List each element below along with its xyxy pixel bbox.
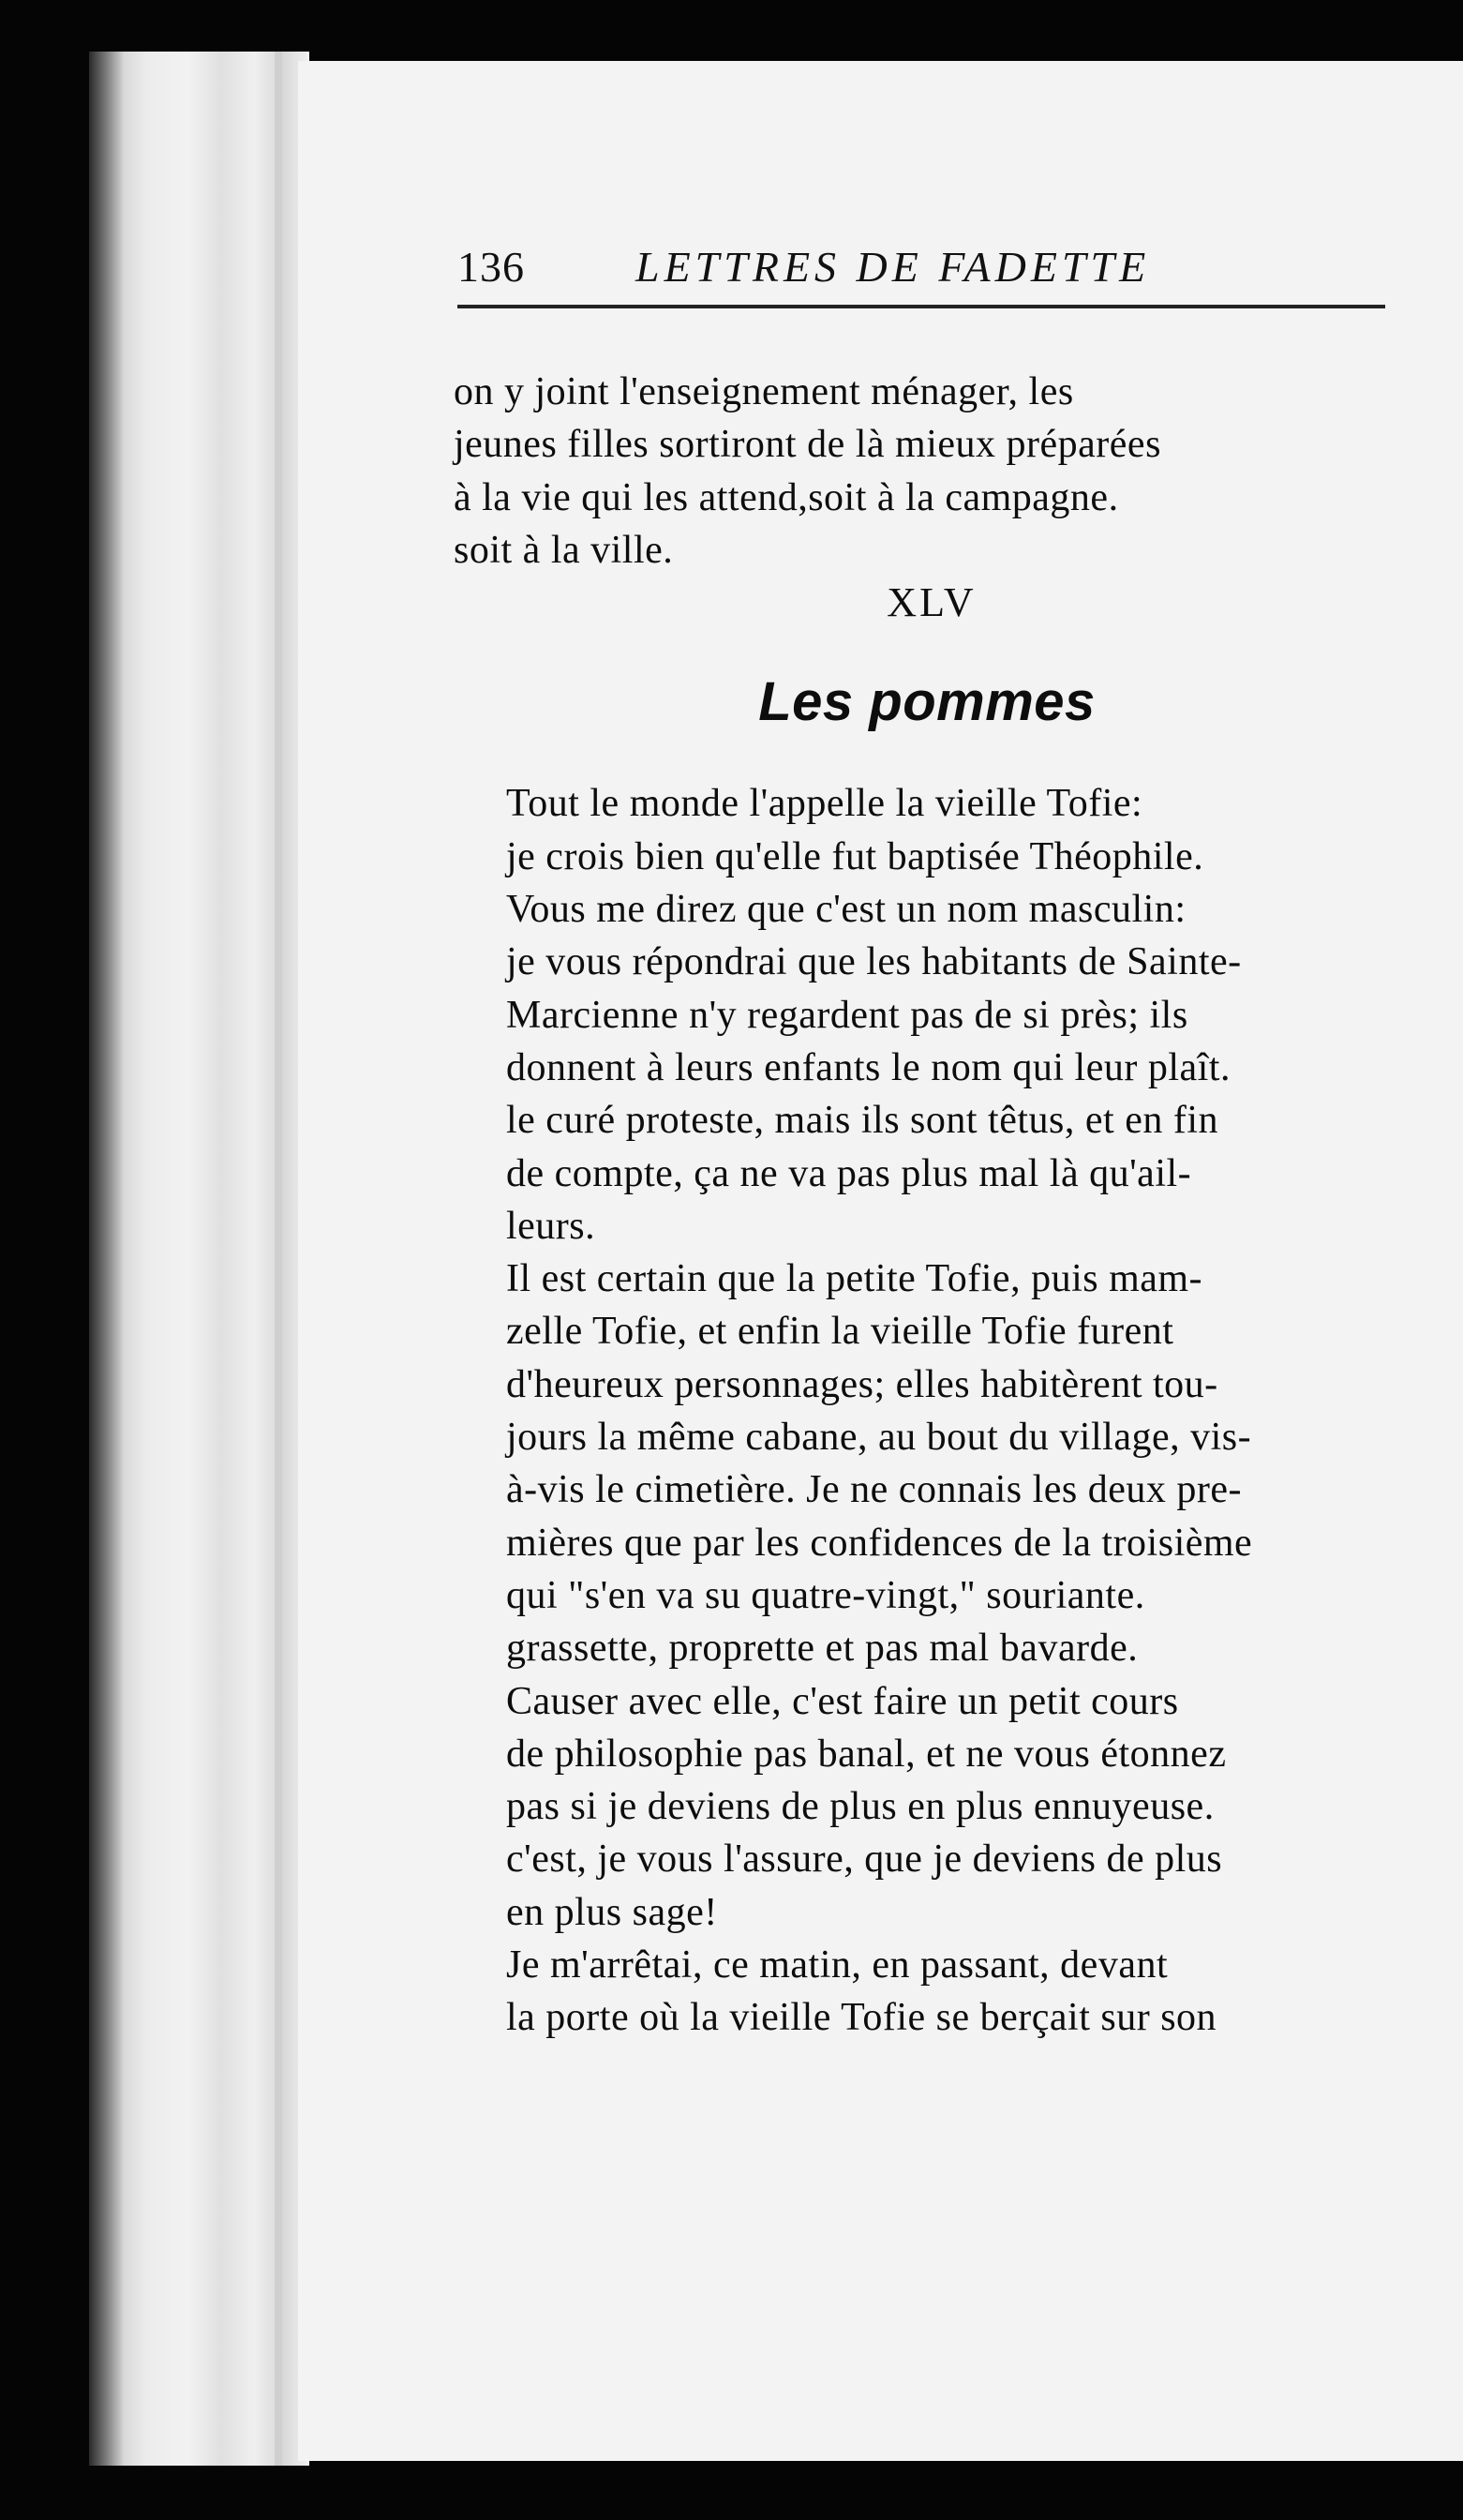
body-text <box>454 366 1400 2045</box>
text-line: c'est, je vous l'assure, que je deviens de plus <box>506 1838 1223 1882</box>
text-line: à-vis le cimetière. Je ne connais les deux pre- <box>506 1468 1243 1512</box>
chapter-number: XLV <box>887 579 977 626</box>
text-line: à la vie qui les attend,soit à la campagne. <box>454 475 1119 519</box>
text-line: on y joint l'enseignement ménager, les <box>454 370 1074 413</box>
text-line: jeunes filles sortiront de là mieux préparées <box>454 423 1161 467</box>
text-line: mières que par les confidences de la troisième <box>506 1521 1253 1565</box>
paragraph <box>454 1939 1400 2045</box>
text-line: Marcienne n'y regardent pas de si près; ils <box>506 993 1188 1037</box>
running-title: LETTRES DE FADETTE <box>635 243 1151 291</box>
text-line: pas si je deviens de plus en plus ennuyeuse. <box>506 1785 1215 1829</box>
text-line: zelle Tofie, et enfin la vieille Tofie furent <box>506 1310 1174 1354</box>
text-line: je vous répondrai que les habitants de Sainte- <box>506 940 1242 984</box>
text-line: je crois bien qu'elle fut baptisée Théophile. <box>506 834 1204 878</box>
text-line: Vous me direz que c'est un nom masculin: <box>506 888 1187 932</box>
page-number: 136 <box>457 243 525 291</box>
text-line: en plus sage! <box>506 1890 718 1934</box>
text-line: le curé proteste, mais ils sont têtus, et en fin <box>506 1099 1218 1143</box>
text-line: Tout le monde l'appelle la vieille Tofie: <box>506 782 1143 826</box>
text-line: Il est certain que la petite Tofie, puis mam- <box>506 1257 1203 1301</box>
text-line: de philosophie pas banal, et ne vous étonnez <box>506 1732 1227 1776</box>
text-line: de compte, ça ne va pas plus mal là qu'ail- <box>506 1151 1192 1195</box>
text-line: donnent à leurs enfants le nom qui leur plaît. <box>506 1045 1231 1089</box>
text-line: la porte où la vieille Tofie se berçait sur son <box>506 1996 1217 2040</box>
page-header <box>457 242 1385 291</box>
text-line: qui "s'en va su quatre-vingt," souriante. <box>506 1573 1145 1617</box>
chapter-title: Les pommes <box>758 671 1096 733</box>
header-rule <box>457 305 1385 308</box>
text-line: jours la même cabane, au bout du village, vis- <box>506 1416 1252 1460</box>
text-line: d'heureux personnages; elles habitèrent tou- <box>506 1362 1218 1406</box>
text-line: Je m'arrêtai, ce matin, en passant, devant <box>506 1943 1169 1988</box>
paragraph <box>454 1252 1400 1674</box>
text-line: Causer avec elle, c'est faire un petit cours <box>506 1679 1179 1723</box>
opening-paragraph <box>454 366 1400 577</box>
text-line: leurs. <box>506 1204 596 1248</box>
text-line: soit à la ville. <box>454 528 674 572</box>
paragraph <box>454 1675 1400 1939</box>
text-line: grassette, proprette et pas mal bavarde. <box>506 1627 1139 1671</box>
paragraph <box>454 777 1400 1252</box>
book-page-edges <box>89 52 309 2466</box>
